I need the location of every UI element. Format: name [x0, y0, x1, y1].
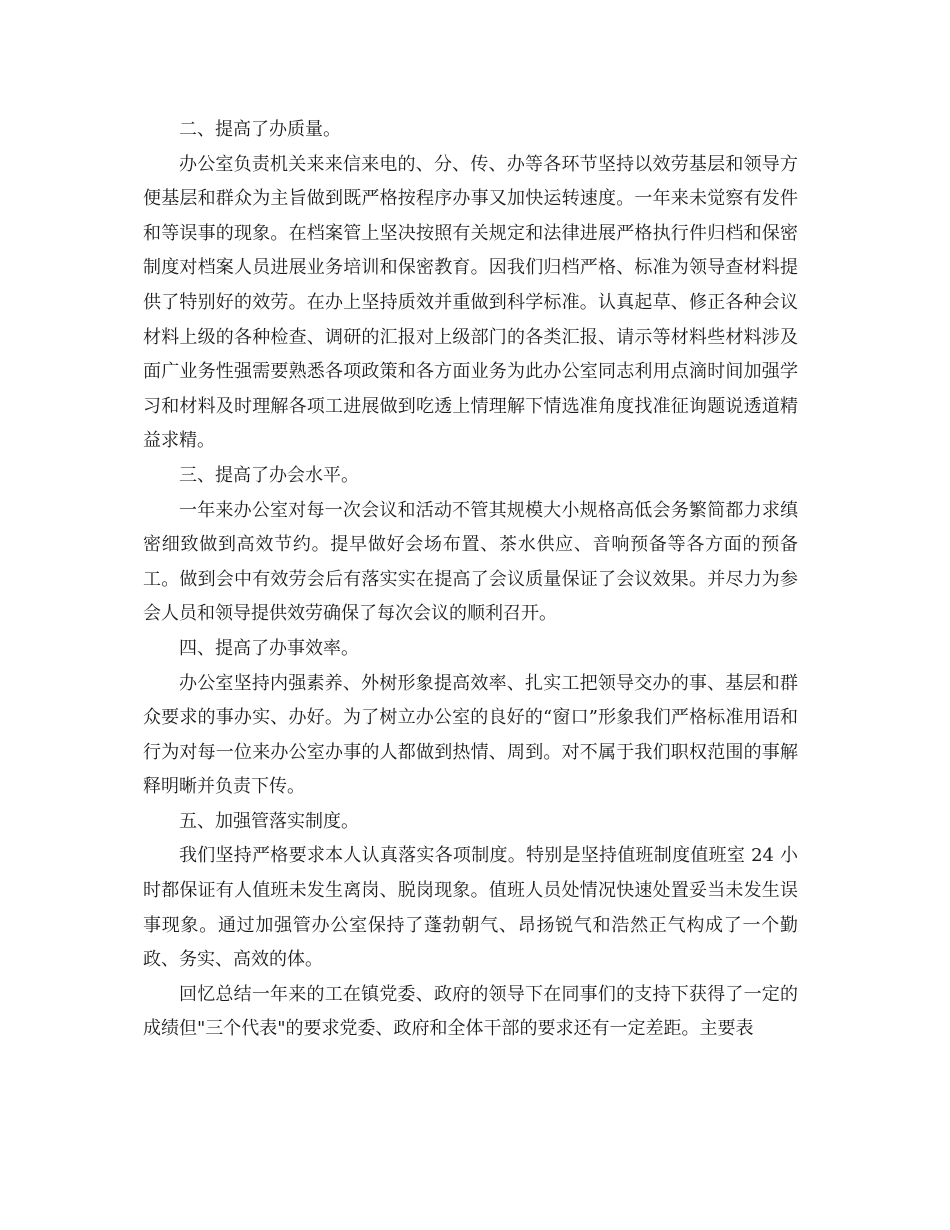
section-heading-2: 二、提高了办质量。: [179, 119, 341, 140]
paragraph-office-quality: 办公室负责机关来来信来电的、分、传、办等各环节坚持以效劳基层和领导方便基层和群众为主旨做到既严格按程序办事又加快运转速度。一年来未觉察有发件和等误事的现象。在档案管上坚决按照有关规定和法律进展严格执行件归档和保密制度对档案人员进展业务培训和保密教育。因我们归档严格、标准为领导查材料提供了特别好的效劳。在办上坚持质效并重做到科学标准。认真起草、修正各种会议材料上级的各种检查、调研的汇报对上级部门的各类汇报、请示等材料些材料涉及面广业务性强需要熟悉各项政策和各方面业务为此办公室同志利用点滴时间加强学习和材料及时理解各项工进展做到吃透上情理解下情选准角度找准征询题说透道精益求精。: [143, 153, 798, 452]
paragraph-management: 我们坚持严格要求本人认真落实各项制度。特别是坚持值班制度值班室 24 小时都保证有人值班未发生离岗、脱岗现象。值班人员处情况快速处置妥当未发生误事现象。通过加强管办公室保持了蓬勃朝气、昂扬锐气和浩然正气构成了一个勤政、务实、高效的体。: [143, 845, 798, 971]
section-heading-4: 四、提高了办事效率。: [179, 637, 359, 659]
paragraph-meeting-level: 一年来办公室对每一次会议和活动不管其规模大小规格高低会务繁简都力求缜密细致做到高效节约。提早做好会场布置、茶水供应、音响预备等各方面的预备工。做到会中有效劳会后有落实实在提高了会议质量保证了会议效果。并尽力为参会人员和领导提供效劳确保了每次会议的顺利召开。: [143, 499, 798, 625]
section-heading-3: 三、提高了办会水平。: [179, 464, 359, 486]
paragraph-efficiency: 办公室坚持内强素养、外树形象提高效率、扎实工把领导交办的事、基层和群众要求的事办实、办好。为了树立办公室的良好的“窗口”形象我们严格标准用语和行为对每一位来办公室办事的人都做到热情、周到。对不属于我们职权范围的事解释明晰并负责下传。: [143, 672, 798, 798]
section-heading-5: 五、加强管落实制度。: [179, 810, 359, 832]
paragraph-summary: 回忆总结一年来的工在镇党委、政府的领导下在同事们的支持下获得了一定的成绩但"三个代表"的要求党委、政府和全体干部的要求还有一定差距。主要表: [143, 983, 798, 1040]
document-body: [143, 113, 798, 1047]
